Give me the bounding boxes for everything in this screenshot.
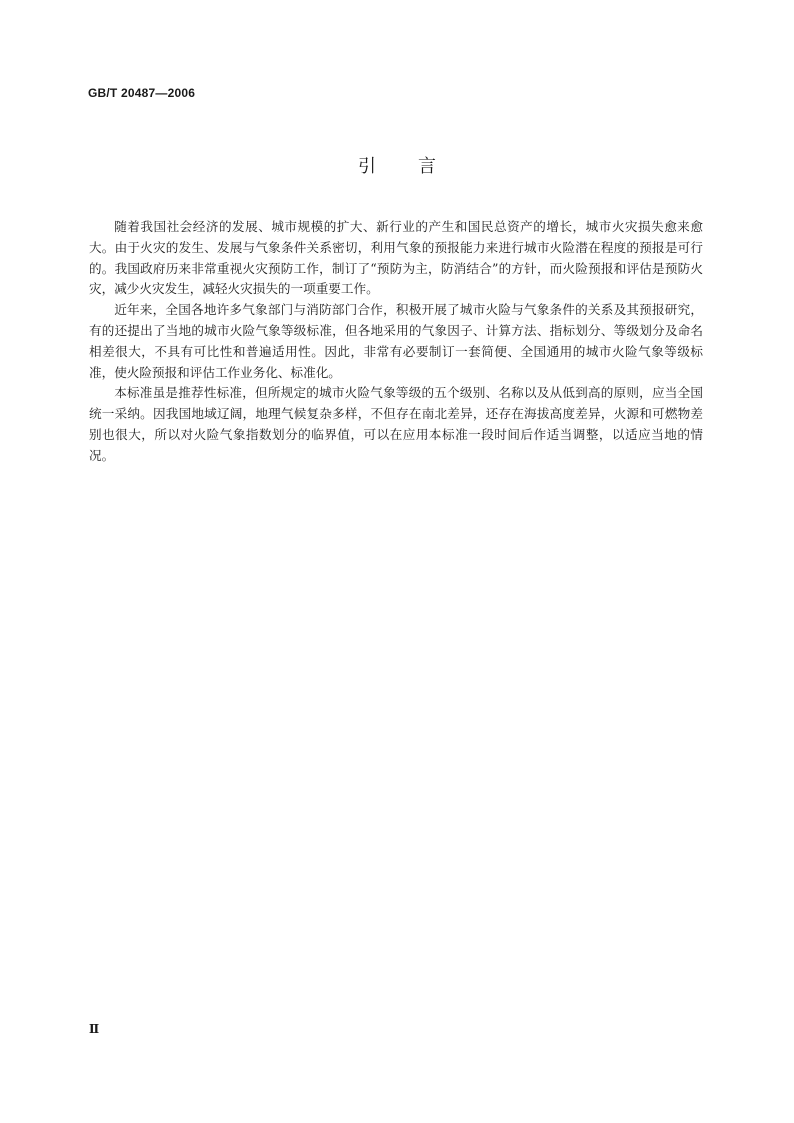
page-title: 引言 (358, 156, 478, 177)
standard-code: GB/T 20487—2006 (88, 86, 196, 100)
paragraph-2: 近年来，全国各地许多气象部门与消防部门合作，积极开展了城市火险与气象条件的关系及其预报研究，有的还提出了当地的城市火险气象等级标准，但各地采用的气象因子、计算方法、指标划分、等级划分及命名相差很大，不具有可比性和普遍适用性。因此，非常有必要制订一套简便、全国通用的城市火险气象等级标准，使火险预报和评估工作业务化、标准化。 (89, 302, 703, 380)
paragraph-1: 随着我国社会经济的发展、城市规模的扩大、新行业的产生和国民总资产的增长，城市火灾损失愈来愈大。由于火灾的发生、发展与气象条件关系密切，利用气象的预报能力来进行城市火险潜在程度的预报是可行的。我国政府历来非常重视火灾预防工作，制订了“预防为主，防消结合”的方针，而火险预报和评估是预防火灾，减少火灾发生，减轻火灾损失的一项重要工作。 (89, 219, 703, 297)
paragraph-3: 本标准虽是推荐性标准，但所规定的城市火险气象等级的五个级别、名称以及从低到高的原则，应当全国统一采纳。因我国地域辽阔，地理气候复杂多样，不但存在南北差异，还存在海拔高度差异，火源和可燃物差别也很大，所以对火险气象指数划分的临界值，可以在应用本标准一段时间后作适当调整，以适应当地的情况。 (89, 385, 703, 463)
introduction-body (89, 217, 703, 467)
page-number: Ⅱ (89, 1022, 100, 1036)
